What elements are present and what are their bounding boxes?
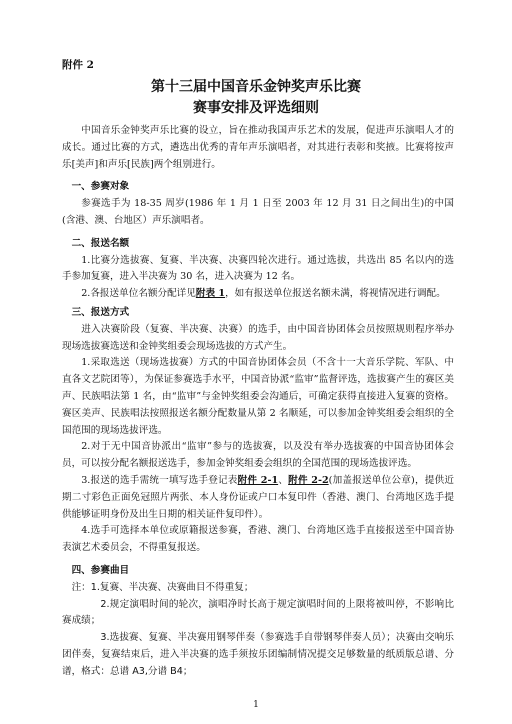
section-1-text: 参赛选手为 18-35 周岁(1986 年 1 月 1 日至 2003 年 12 月 31 日之间出生)的中国(含港、澳、台地区）声乐演唱者。 (62, 198, 454, 226)
text-fragment: 3.报送的选手需统一填写选手登记表 (81, 474, 238, 486)
text-fragment: ，如有报送单位报送名额未满，将视情况进行调配。 (225, 288, 446, 300)
section-4-note-1: 注：1.复赛、半决赛、决赛曲目不得重复； (71, 581, 254, 593)
title-line-2: 赛事安排及评选细则 (193, 100, 319, 116)
appendix-link-table-1[interactable]: 附表 1 (195, 288, 226, 300)
section-1-heading: 一、参赛对象 (71, 181, 130, 193)
appendix-link-2-1[interactable]: 附件 2-1 (237, 474, 279, 486)
section-3-heading: 三、报送方式 (71, 306, 130, 318)
section-3-paragraph-4: 4.选手可选择本单位或原籍报送参赛，香港、澳门、台湾地区选手直接报送至中国音协表演艺术委员会，不得重复报送。 (62, 525, 454, 554)
text-fragment: (加盖报送单位公章)，提供近期二寸彩色正面免冠照片两张、本人身份证或户口本复印件（香港、澳门、台湾地区选手提供能够证明身份及出生日期的相关证件复印件）。 (62, 474, 454, 520)
appendix-link-2-2[interactable]: 附件 2-2 (288, 474, 329, 486)
section-3-paragraph-3 (62, 473, 454, 523)
title-line-1: 第十三届中国音乐金钟奖声乐比赛 (151, 79, 361, 95)
section-2-heading: 二、报送名额 (71, 237, 130, 249)
section-3-paragraph-1: 1.采取选送（现场选拔赛）方式的中国音协团体会员（不含十一大音乐学院、军队、中直各文艺院团等），为保证参赛选手水平，中国音协派“监审”监督评选，选拔赛产生的赛区美声、民族唱法第 1 名，由“监审”与金钟奖组委会沟通后，可确定获得直接进入复赛的资格。赛区美声、民族唱法按照报送名额分配数量从第 2 名顺延，可以参加金钟奖组委会组织的全国范围的现场选拔评选。 (62, 357, 454, 436)
intro-paragraph: 中国音乐金钟奖声乐比赛的设立，旨在推动我国声乐艺术的发展，促进声乐演唱人才的成长。通过比赛的方式，遴选出优秀的青年声乐演唱者，对其进行表彰和奖掖。比赛将按声乐[美声]和声乐[民族]两个组别进行。 (62, 125, 454, 170)
document-body (62, 123, 454, 681)
section-2-paragraph-1: 1.比赛分选拔赛、复赛、半决赛、决赛四轮次进行。通过选拔，共选出 85 名以内的选手参加复赛，进入半决赛为 30 名，进入决赛为 12 名。 (62, 254, 454, 283)
section-4-note-2: 2.规定演唱时间的轮次，演唱净时长高于规定演唱时间的上限将被叫停，不影响比赛成绩； (62, 598, 454, 627)
annex-label: 附件 2 (62, 59, 94, 71)
text-fragment: 2.各报送单位名额分配详见 (81, 288, 196, 300)
section-2-paragraph-2 (62, 286, 454, 303)
section-3-paragraph-0: 进入决赛阶段（复赛、半决赛、决赛）的选手，由中国音协团体会员按照规则程序举办现场选拔赛选送和金钟奖组委会现场选拔的方式产生。 (62, 323, 454, 352)
page-number: 1 (253, 700, 259, 710)
text-fragment: 、 (278, 474, 289, 486)
section-4-note-3: 3.选拔赛、复赛、半决赛用钢琴伴奏（参赛选手自带钢琴伴奏人员）；决赛由交响乐团伴奏，复赛结束后，进入半决赛的选手须按乐团编制情况提交足够数量的纸质版总谱、分谱，格式：总谱 A3,分谱 B4； (62, 632, 454, 677)
section-4-heading: 四、参赛曲目 (71, 564, 130, 576)
section-3-paragraph-2: 2.对于无中国音协派出“监审”参与的选拔赛，以及没有举办选拔赛的中国音协团体会员，可以按分配名额报送选手，参加金钟奖组委会组织的全国范围的现场选拔评选。 (62, 441, 454, 470)
